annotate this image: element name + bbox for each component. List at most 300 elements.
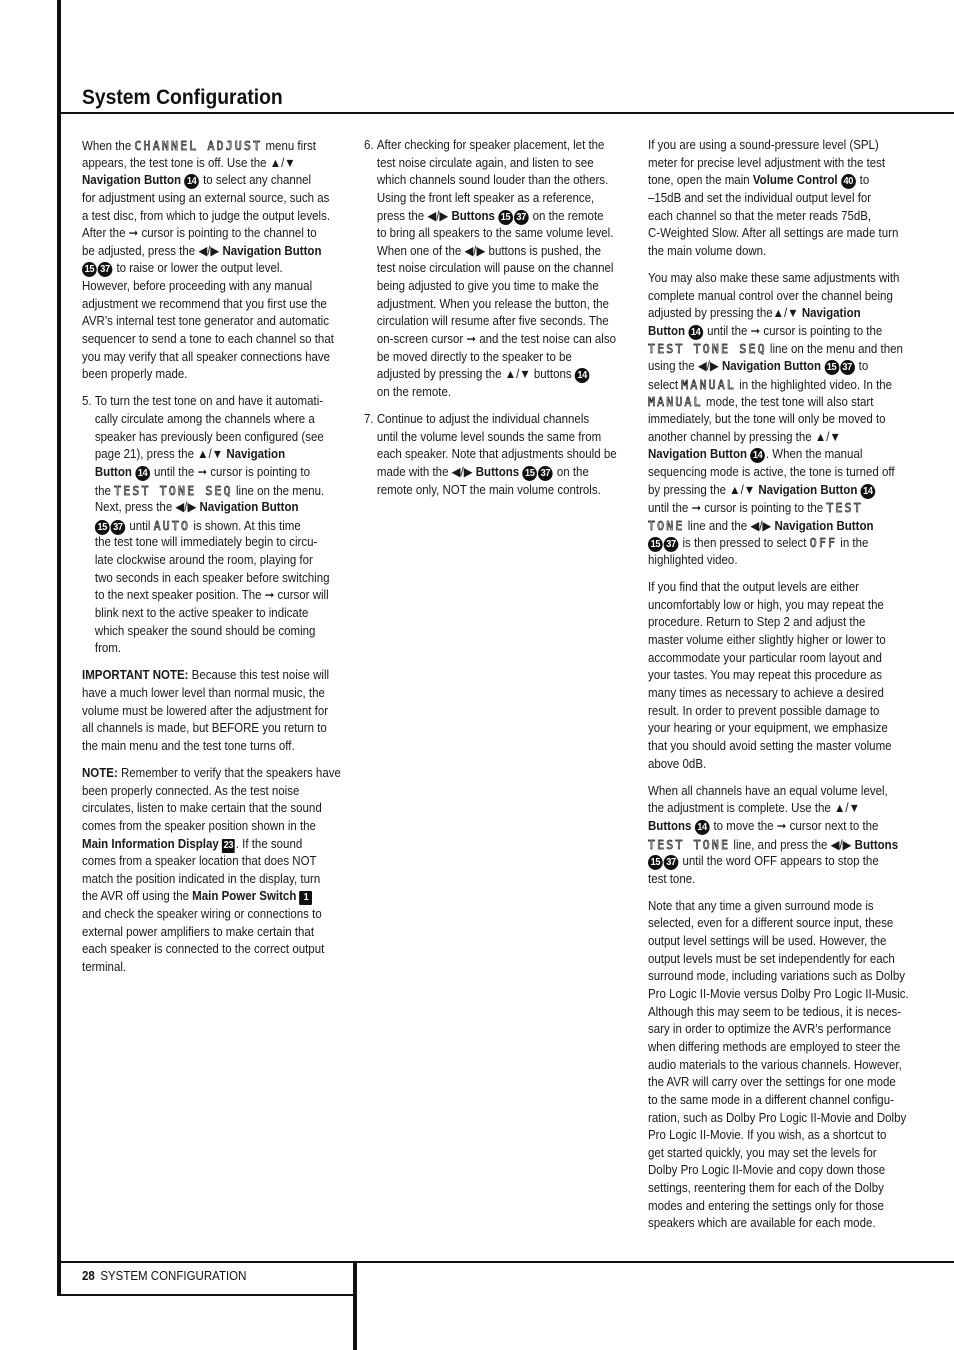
menu-text: OFF	[809, 535, 838, 551]
bold-term: Main Power Switch	[192, 889, 297, 904]
text-run: to raise or lower the output level.	[113, 261, 283, 276]
text-line	[377, 278, 625, 296]
text-run: on the	[553, 464, 589, 479]
text-line	[648, 376, 909, 394]
page-footer	[82, 1268, 246, 1286]
text-run: until the word OFF appears to stop the	[679, 854, 879, 869]
footer-rule-short	[57, 1294, 357, 1296]
text-line	[377, 137, 625, 155]
text-run: to move the ➞ cursor next to the	[710, 818, 879, 833]
text-line	[95, 552, 340, 570]
text-line	[95, 499, 340, 517]
menu-text: MANUAL	[648, 394, 703, 410]
text-run: Dolby Pro Logic II-Movie and copy down those	[648, 1163, 886, 1178]
text-column-left	[82, 137, 340, 986]
text-run: in the highlighted video. In the	[736, 377, 893, 392]
text-run: sequencing mode is active, the tone is turned off	[648, 464, 895, 479]
text-run: your tastes. You may repeat this procedure as	[648, 668, 882, 683]
text-line	[648, 986, 909, 1004]
bold-term: Buttons	[451, 208, 495, 223]
text-run: complete manual control over the channel being	[648, 288, 893, 303]
text-line	[82, 941, 340, 959]
text-line	[95, 587, 340, 605]
text-line	[648, 190, 909, 208]
text-run: many times as necessary to achieve a desired	[648, 686, 884, 700]
text-line	[82, 853, 340, 871]
bold-term: Volume Control	[752, 173, 838, 188]
menu-text: AUTO	[153, 517, 191, 533]
text-line	[648, 411, 909, 429]
text-line	[95, 623, 340, 641]
text-line	[648, 208, 909, 226]
text-line	[648, 393, 909, 411]
text-line	[648, 783, 909, 801]
numbered-step	[364, 411, 625, 499]
text-line	[648, 1215, 909, 1233]
bold-term: NOTE:	[82, 765, 118, 780]
text-run: speakers which are available for each mode.	[648, 1216, 876, 1231]
text-run: get started quickly, you may set the levels for	[648, 1145, 877, 1160]
text-line	[648, 951, 909, 969]
control-number-badge: 15	[648, 537, 663, 552]
text-run: the	[94, 483, 115, 498]
text-line	[648, 1004, 909, 1022]
text-line	[82, 871, 340, 889]
numbered-step	[82, 393, 340, 658]
text-run: being adjusted to give you time to make the	[376, 279, 599, 294]
text-line	[648, 137, 909, 155]
bold-term: Navigation Button	[222, 243, 322, 258]
header-rule	[57, 112, 954, 114]
text-run: terminal.	[82, 960, 127, 974]
text-line	[82, 349, 340, 367]
control-number-badge: 14	[695, 820, 710, 835]
bold-term: Navigation Button	[82, 173, 182, 188]
text-line	[82, 765, 340, 783]
text-run: the AVR off using the	[82, 889, 193, 904]
text-run: the main menu and the test tone turns off.	[82, 738, 295, 753]
text-line	[648, 1021, 909, 1039]
text-run: audio materials to the various channels. However,	[648, 1057, 902, 1072]
text-line	[82, 137, 340, 155]
text-line	[648, 464, 909, 482]
text-run: result. In order to prevent possible damage to	[648, 703, 880, 718]
text-line	[82, 278, 340, 296]
text-line	[648, 1180, 909, 1198]
text-line	[95, 464, 340, 482]
text-line	[377, 482, 625, 500]
text-line	[648, 703, 909, 721]
text-run: each speaker is connected to the correct output	[82, 942, 325, 957]
text-line	[82, 888, 340, 906]
text-run: Pro Logic II-Movie versus Dolby Pro Logic II-Music.	[648, 987, 909, 1002]
text-line	[648, 632, 909, 650]
text-run: Continue to adjust the individual channels	[376, 412, 590, 426]
text-run: line on the menu.	[232, 483, 325, 498]
text-run: been properly connected. As the test noise	[82, 783, 300, 798]
text-run: circulates, listen to make certain that the sound	[82, 801, 322, 816]
menu-text: TEST TONE SEQ	[648, 341, 767, 357]
text-run: circulation will resume after five seconds. The	[376, 314, 609, 329]
control-number-badge: 14	[575, 368, 590, 383]
text-line	[95, 411, 340, 429]
text-line	[377, 155, 625, 173]
text-run: sequencer to send a tone to each channel so that	[82, 332, 334, 347]
text-line	[377, 464, 625, 482]
bold-term: Button	[94, 464, 132, 479]
footer-section-title: SYSTEM CONFIGURATION	[100, 1269, 247, 1283]
text-run: press the ◀/▶	[376, 208, 452, 223]
menu-text: CHANNEL ADJUST	[134, 138, 263, 153]
text-line	[377, 190, 625, 208]
text-line	[648, 499, 909, 517]
text-run: to select any channel	[199, 173, 312, 188]
text-line	[377, 446, 625, 464]
control-number-badge: 37	[514, 210, 529, 225]
text-line	[648, 323, 909, 341]
text-line	[648, 800, 909, 818]
text-line	[648, 871, 909, 889]
text-run: After the ➞ cursor is pointing to the channel to	[82, 226, 317, 241]
text-line	[648, 517, 909, 535]
text-run: line, and press the ◀/▶	[730, 837, 855, 852]
text-line	[648, 1127, 909, 1145]
text-line	[95, 429, 340, 447]
text-run: two seconds in each speaker before switching	[94, 570, 330, 585]
bold-term: Buttons	[475, 464, 520, 479]
text-line	[377, 313, 625, 331]
text-column-right	[648, 137, 909, 1242]
text-line	[82, 800, 340, 818]
bold-term: Main Information Display	[82, 836, 219, 851]
paragraph	[82, 667, 340, 755]
text-run: been properly made.	[82, 367, 188, 382]
text-line	[377, 429, 625, 447]
text-run: After checking for speaker placement, let the	[376, 138, 605, 152]
text-run: settings, reentering them for each of the Dolby	[648, 1181, 884, 1196]
text-run: immediately, but the tone will only be moved to	[648, 412, 886, 426]
text-run: accommodate your particular room layout and	[648, 650, 882, 665]
text-run: the AVR will carry over the settings for one mode	[648, 1075, 896, 1090]
text-line	[95, 570, 340, 588]
control-number-badge: 15	[95, 520, 110, 535]
text-run: line on the menu and then	[766, 342, 903, 357]
text-run: until the volume level sounds the same from	[376, 429, 602, 444]
control-number-badge: 15	[522, 466, 537, 481]
control-number-badge: 15	[82, 262, 97, 277]
text-line	[82, 703, 340, 721]
text-line	[648, 1092, 909, 1110]
text-line	[82, 959, 340, 977]
text-run: test tone.	[648, 871, 696, 886]
text-run: meter for precise level adjustment with the test	[648, 155, 886, 170]
control-number-badge: 37	[664, 855, 679, 870]
text-column-middle	[364, 137, 625, 509]
text-line	[648, 898, 909, 916]
control-number-badge: 14	[184, 174, 199, 189]
text-line	[648, 968, 909, 986]
text-run: which channels sound louder than the others.	[376, 173, 609, 188]
bold-term: Buttons	[648, 818, 692, 833]
text-run: in the	[837, 536, 869, 551]
text-line	[377, 208, 625, 226]
text-run: Although this may seem to be tedious, it is neces-	[648, 1004, 902, 1019]
text-run: the test tone will immediately begin to circu-	[94, 535, 318, 550]
text-line	[377, 411, 625, 429]
text-line	[95, 605, 340, 623]
text-run: each channel so that the meter reads 75dB,	[648, 208, 872, 223]
paragraph	[648, 579, 909, 773]
text-line	[648, 288, 909, 306]
text-run: adjusted by pressing the ▲/▼ buttons	[376, 367, 575, 382]
text-run: output levels must be set independently for each	[648, 951, 895, 966]
text-line	[377, 331, 625, 349]
text-run: Using the front left speaker as a reference,	[376, 190, 595, 205]
text-line	[648, 446, 909, 464]
text-run: test noise circulation will pause on the channel	[376, 261, 614, 276]
text-run: sary in order to optimize the AVR’s performance	[648, 1022, 892, 1037]
control-number-badge: 14	[135, 466, 150, 481]
bold-term: Button	[648, 323, 686, 338]
text-run: the main volume down.	[648, 243, 767, 258]
text-run: and check the speaker wiring or connections to	[82, 907, 322, 922]
text-line	[82, 906, 340, 924]
text-line	[648, 650, 909, 668]
text-line	[82, 155, 340, 173]
left-margin-bar	[57, 0, 61, 1296]
text-run: mode, the test tone will also start	[702, 395, 874, 410]
text-run: C-Weighted Slow. After all settings are made turn	[648, 226, 899, 241]
text-line	[648, 597, 909, 615]
text-run: on the remote	[529, 208, 604, 223]
text-run: master volume either slightly higher or lower to	[648, 633, 886, 648]
bold-term: Navigation	[226, 447, 286, 462]
paragraph	[648, 137, 909, 260]
paragraph	[648, 783, 909, 889]
text-line	[648, 358, 909, 376]
control-number-badge: 37	[840, 360, 855, 375]
text-run: adjusted by pressing the▲/▼	[648, 306, 802, 321]
text-run: adjustment. When you release the button, the	[376, 296, 609, 311]
text-line	[82, 243, 340, 261]
text-run: When all channels have an equal volume level,	[648, 783, 888, 798]
text-line	[648, 756, 909, 774]
text-run: your hearing or your equipment, we emphasize	[648, 721, 888, 736]
text-run: remote only, NOT the main volume controls.	[376, 482, 601, 497]
step-number: 7.	[364, 412, 374, 426]
text-run: speaker has previously been configured (see	[94, 429, 324, 444]
text-run: select	[648, 377, 682, 392]
text-run: by pressing the ▲/▼	[648, 482, 759, 497]
control-number-badge: 14	[750, 448, 765, 463]
text-run: uncomfortably low or high, you may repeat the	[648, 597, 884, 612]
control-number-badge: 15	[648, 855, 663, 870]
text-run: late clockwise around the room, playing for	[94, 553, 313, 568]
text-line	[648, 155, 909, 173]
text-run: until the ➞ cursor is pointing to the	[703, 323, 883, 338]
text-line	[648, 429, 909, 447]
text-run: to the same mode in a different channel configu-	[648, 1092, 894, 1107]
text-run: until the ➞ cursor is pointing to the	[648, 501, 827, 516]
text-line	[82, 685, 340, 703]
text-run: which speaker the sound should be coming	[94, 623, 316, 638]
text-line	[82, 783, 340, 801]
text-run: Next, press the ◀/▶	[94, 500, 200, 515]
text-line	[377, 243, 625, 261]
text-line	[648, 482, 909, 500]
text-line	[95, 446, 340, 464]
text-line	[648, 667, 909, 685]
footer-rule	[57, 1261, 954, 1263]
text-line	[82, 208, 340, 226]
text-line	[648, 172, 909, 190]
text-run: until the ➞ cursor is pointing to	[150, 464, 310, 479]
indicator-number-badge: 1	[300, 891, 313, 905]
text-run: match the position indicated in the display, turn	[82, 871, 321, 886]
text-run: test noise circulate again, and listen to see	[376, 155, 594, 170]
text-run: tone, open the main	[648, 173, 753, 188]
text-line	[82, 313, 340, 331]
numbered-step	[364, 137, 625, 402]
text-run: all channels is made, but BEFORE you return to	[82, 721, 327, 736]
text-line	[648, 270, 909, 288]
text-run: on-screen cursor ➞ and the test noise can also	[376, 332, 617, 347]
text-line	[82, 366, 340, 384]
text-line	[648, 1057, 909, 1075]
bold-term: Navigation Button	[774, 518, 874, 533]
text-line	[648, 836, 909, 854]
text-line	[82, 738, 340, 756]
text-run: another channel by pressing the ▲/▼	[648, 429, 841, 444]
text-line	[648, 243, 909, 261]
text-run: to	[856, 173, 870, 188]
text-line	[95, 482, 340, 500]
text-run: cally circulate among the channels where a	[94, 412, 315, 426]
text-line	[95, 640, 340, 658]
text-run: comes from the speaker position shown in the	[82, 818, 316, 833]
text-line	[82, 667, 340, 685]
step-number: 5.	[82, 394, 92, 409]
text-run: using the ◀/▶	[648, 359, 722, 374]
text-run: When one of the ◀/▶ buttons is pushed, the	[376, 243, 602, 258]
text-line	[648, 614, 909, 632]
text-run: be moved directly to the speaker to be	[376, 349, 572, 364]
control-number-badge: 15	[498, 210, 513, 225]
text-run: AVR’s internal test tone generator and automatic	[82, 314, 329, 329]
bold-term: IMPORTANT NOTE:	[82, 668, 189, 683]
text-line	[648, 685, 909, 703]
text-line	[82, 190, 340, 208]
text-run: each speaker. Note that adjustments should be	[376, 447, 617, 462]
text-line	[377, 225, 625, 243]
control-number-badge: 37	[664, 537, 679, 552]
text-line	[648, 1074, 909, 1092]
text-run: made with the ◀/▶	[376, 464, 476, 479]
text-line	[648, 305, 909, 323]
text-run: To turn the test tone on and have it automati-	[94, 394, 324, 409]
paragraph	[648, 898, 909, 1233]
text-run: output level settings will be used. However, the	[648, 934, 887, 949]
text-line	[648, 552, 909, 570]
page-title: System Configuration	[82, 86, 283, 109]
text-line	[648, 933, 909, 951]
text-line	[82, 260, 340, 278]
text-run: from.	[94, 641, 122, 656]
text-line	[648, 818, 909, 836]
menu-text: TONE	[648, 517, 685, 533]
step-number: 6.	[364, 138, 374, 152]
text-line	[648, 720, 909, 738]
bold-term: Buttons	[854, 837, 899, 852]
text-line	[648, 1039, 909, 1057]
text-run: modes and entering the settings only for those	[648, 1198, 884, 1213]
text-line	[648, 579, 909, 597]
text-run: when differing methods are employed to steer the	[648, 1039, 901, 1054]
text-line	[377, 349, 625, 367]
text-line	[377, 366, 625, 384]
text-line	[377, 260, 625, 278]
text-line	[82, 225, 340, 243]
text-run: blink next to the active speaker to indicate	[94, 606, 309, 621]
text-run: is shown. At this time	[190, 518, 301, 533]
text-line	[648, 915, 909, 933]
text-run: –15dB and set the individual output level for	[648, 190, 872, 205]
menu-text: MANUAL	[681, 376, 737, 392]
text-line	[648, 1145, 909, 1163]
text-run: that you should avoid setting the master volume	[648, 738, 892, 753]
text-run: until	[126, 518, 154, 533]
text-run: be adjusted, press the ◀/▶	[82, 243, 223, 258]
text-run: . If the sound	[235, 836, 303, 851]
text-run: If you are using a sound-pressure level (SPL)	[648, 138, 879, 152]
paragraph	[82, 765, 340, 977]
text-line	[648, 853, 909, 871]
text-run: adjustment we recommend that you first use the	[82, 296, 327, 311]
text-line	[82, 331, 340, 349]
text-run: . When the manual	[765, 447, 863, 462]
text-line	[377, 172, 625, 190]
paragraph	[648, 270, 909, 570]
text-run: a test disc, from which to judge the output levels.	[82, 208, 331, 223]
control-number-badge: 40	[841, 174, 856, 189]
text-run: menu first	[262, 139, 316, 153]
text-run: volume must be lowered after the adjustment for	[82, 703, 329, 718]
text-line	[82, 836, 340, 854]
text-line	[82, 720, 340, 738]
page-number: 28	[82, 1269, 95, 1283]
text-line	[377, 296, 625, 314]
text-run: Remember to verify that the speakers have	[117, 765, 341, 780]
text-line	[648, 225, 909, 243]
text-run: is then pressed to select	[679, 536, 810, 551]
text-run: When the	[82, 139, 135, 153]
control-number-badge: 37	[538, 466, 553, 481]
text-run: appears, the test tone is off. Use the ▲/▼	[82, 155, 296, 170]
text-run: However, before proceeding with any manual	[82, 279, 313, 294]
text-line	[95, 393, 340, 411]
text-run: to bring all speakers to the same volume level.	[376, 226, 614, 241]
text-line	[82, 296, 340, 314]
bold-term: Navigation Button	[648, 447, 748, 462]
text-run: Pro Logic II-Movie. If you wish, as a shortcut to	[648, 1128, 887, 1143]
text-line	[82, 924, 340, 942]
text-line	[82, 172, 340, 190]
text-run: ration, such as Dolby Pro Logic II-Movie and Dolby	[648, 1110, 907, 1125]
text-line	[648, 1198, 909, 1216]
bold-term: Navigation Button	[721, 359, 821, 374]
text-run: on the remote.	[376, 384, 452, 399]
text-run: the adjustment is complete. Use the ▲/▼	[648, 801, 860, 816]
